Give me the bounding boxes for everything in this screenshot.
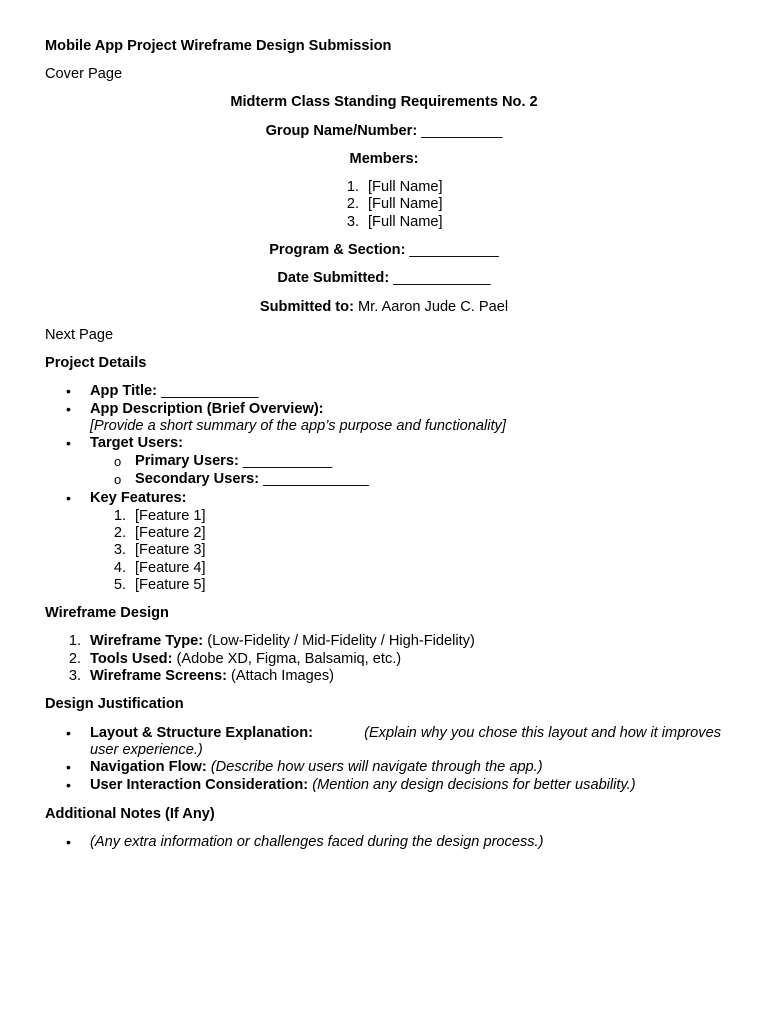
feature-number: 5. bbox=[113, 577, 126, 593]
wireframe-item-number: 1. bbox=[68, 633, 81, 649]
app-title-blank: ____________ bbox=[161, 383, 259, 399]
submitted-label: Submitted to: bbox=[259, 299, 354, 315]
member-name: [Full Name] bbox=[368, 214, 443, 230]
navigation-flow-item bbox=[90, 759, 543, 776]
primary-users-blank: ___________ bbox=[242, 453, 333, 469]
bullet-marker: • bbox=[66, 759, 71, 775]
document-title: Mobile App Project Wireframe Design Submission bbox=[45, 38, 392, 54]
member-number: 3. bbox=[346, 214, 359, 230]
wireframe-design-heading: Wireframe Design bbox=[45, 605, 169, 621]
group-label: Group Name/Number: bbox=[265, 123, 418, 139]
wireframe-type-value: (Low-Fidelity / Mid-Fidelity / High-Fidelity) bbox=[207, 633, 475, 649]
layout-structure-hint: (Explain why you chose this layout and how it improves bbox=[364, 725, 721, 741]
group-line bbox=[0, 123, 768, 140]
primary-users-item bbox=[135, 453, 332, 470]
feature-item: [Feature 2] bbox=[135, 525, 206, 541]
additional-notes-hint: (Any extra information or challenges faced during the design process.) bbox=[90, 834, 544, 850]
date-blank: ____________ bbox=[393, 270, 491, 286]
wireframe-screens-label: Wireframe Screens: bbox=[90, 668, 227, 684]
bullet-marker: • bbox=[66, 383, 71, 399]
wireframe-item-number: 2. bbox=[68, 651, 81, 667]
sub-bullet-marker: o bbox=[114, 454, 122, 469]
user-interaction-item bbox=[90, 777, 636, 794]
bullet-marker: • bbox=[66, 435, 71, 451]
feature-item: [Feature 4] bbox=[135, 560, 206, 576]
navigation-flow-hint: (Describe how users will navigate through the app.) bbox=[210, 759, 543, 775]
program-line bbox=[0, 242, 768, 259]
project-details-heading: Project Details bbox=[45, 355, 147, 371]
date-line bbox=[0, 270, 768, 287]
feature-number: 4. bbox=[113, 560, 126, 576]
user-interaction-hint: (Mention any design decisions for better usability.) bbox=[312, 777, 636, 793]
feature-item: [Feature 1] bbox=[135, 508, 206, 524]
member-number: 2. bbox=[346, 196, 359, 212]
wireframe-screens-value: (Attach Images) bbox=[231, 668, 335, 684]
secondary-users-label: Secondary Users: bbox=[135, 471, 260, 487]
feature-number: 3. bbox=[113, 542, 126, 558]
bullet-marker: • bbox=[66, 490, 71, 506]
member-name: [Full Name] bbox=[368, 196, 443, 212]
wireframe-type-item bbox=[90, 633, 475, 650]
member-number: 1. bbox=[346, 179, 359, 195]
submitted-value: Mr. Aaron Jude C. Pael bbox=[358, 299, 509, 315]
date-label: Date Submitted: bbox=[277, 270, 390, 286]
wireframe-item-number: 3. bbox=[68, 668, 81, 684]
user-interaction-label: User Interaction Consideration: bbox=[90, 777, 309, 793]
wireframe-type-label: Wireframe Type: bbox=[90, 633, 204, 649]
bullet-marker: • bbox=[66, 401, 71, 417]
members-label: Members: bbox=[349, 151, 419, 167]
navigation-flow-label: Navigation Flow: bbox=[90, 759, 207, 775]
next-page-label: Next Page bbox=[45, 327, 114, 343]
design-justification-heading: Design Justification bbox=[45, 696, 184, 712]
layout-structure-item bbox=[90, 725, 721, 742]
app-description-label: App Description (Brief Overview): bbox=[90, 401, 324, 417]
feature-number: 1. bbox=[113, 508, 126, 524]
group-blank: __________ bbox=[421, 123, 503, 139]
secondary-users-item bbox=[135, 471, 369, 488]
bullet-marker: • bbox=[66, 725, 71, 741]
layout-structure-hint-continued: user experience.) bbox=[90, 742, 203, 758]
tools-used-value: (Adobe XD, Figma, Balsamiq, etc.) bbox=[176, 651, 402, 667]
tools-used-item bbox=[90, 651, 401, 668]
primary-users-label: Primary Users: bbox=[135, 453, 239, 469]
cover-heading: Midterm Class Standing Requirements No. 2 bbox=[230, 94, 538, 110]
sub-bullet-marker: o bbox=[114, 472, 122, 487]
submitted-line bbox=[0, 299, 768, 316]
tools-used-label: Tools Used: bbox=[90, 651, 173, 667]
member-name: [Full Name] bbox=[368, 179, 443, 195]
app-description-hint: [Provide a short summary of the app’s purpose and functionality] bbox=[90, 418, 506, 434]
additional-notes-heading: Additional Notes (If Any) bbox=[45, 806, 215, 822]
app-title-label: App Title: bbox=[90, 383, 158, 399]
key-features-label: Key Features: bbox=[90, 490, 187, 506]
target-users-label: Target Users: bbox=[90, 435, 183, 451]
layout-structure-label: Layout & Structure Explanation: bbox=[90, 725, 313, 741]
feature-item: [Feature 5] bbox=[135, 577, 206, 593]
program-blank: ___________ bbox=[409, 242, 499, 258]
program-label: Program & Section: bbox=[269, 242, 406, 258]
bullet-marker: • bbox=[66, 777, 71, 793]
cover-page-label: Cover Page bbox=[45, 66, 123, 82]
feature-number: 2. bbox=[113, 525, 126, 541]
app-title-item bbox=[90, 383, 259, 400]
feature-item: [Feature 3] bbox=[135, 542, 206, 558]
wireframe-screens-item bbox=[90, 668, 334, 685]
bullet-marker: • bbox=[66, 834, 71, 850]
secondary-users-blank: _____________ bbox=[263, 471, 369, 487]
